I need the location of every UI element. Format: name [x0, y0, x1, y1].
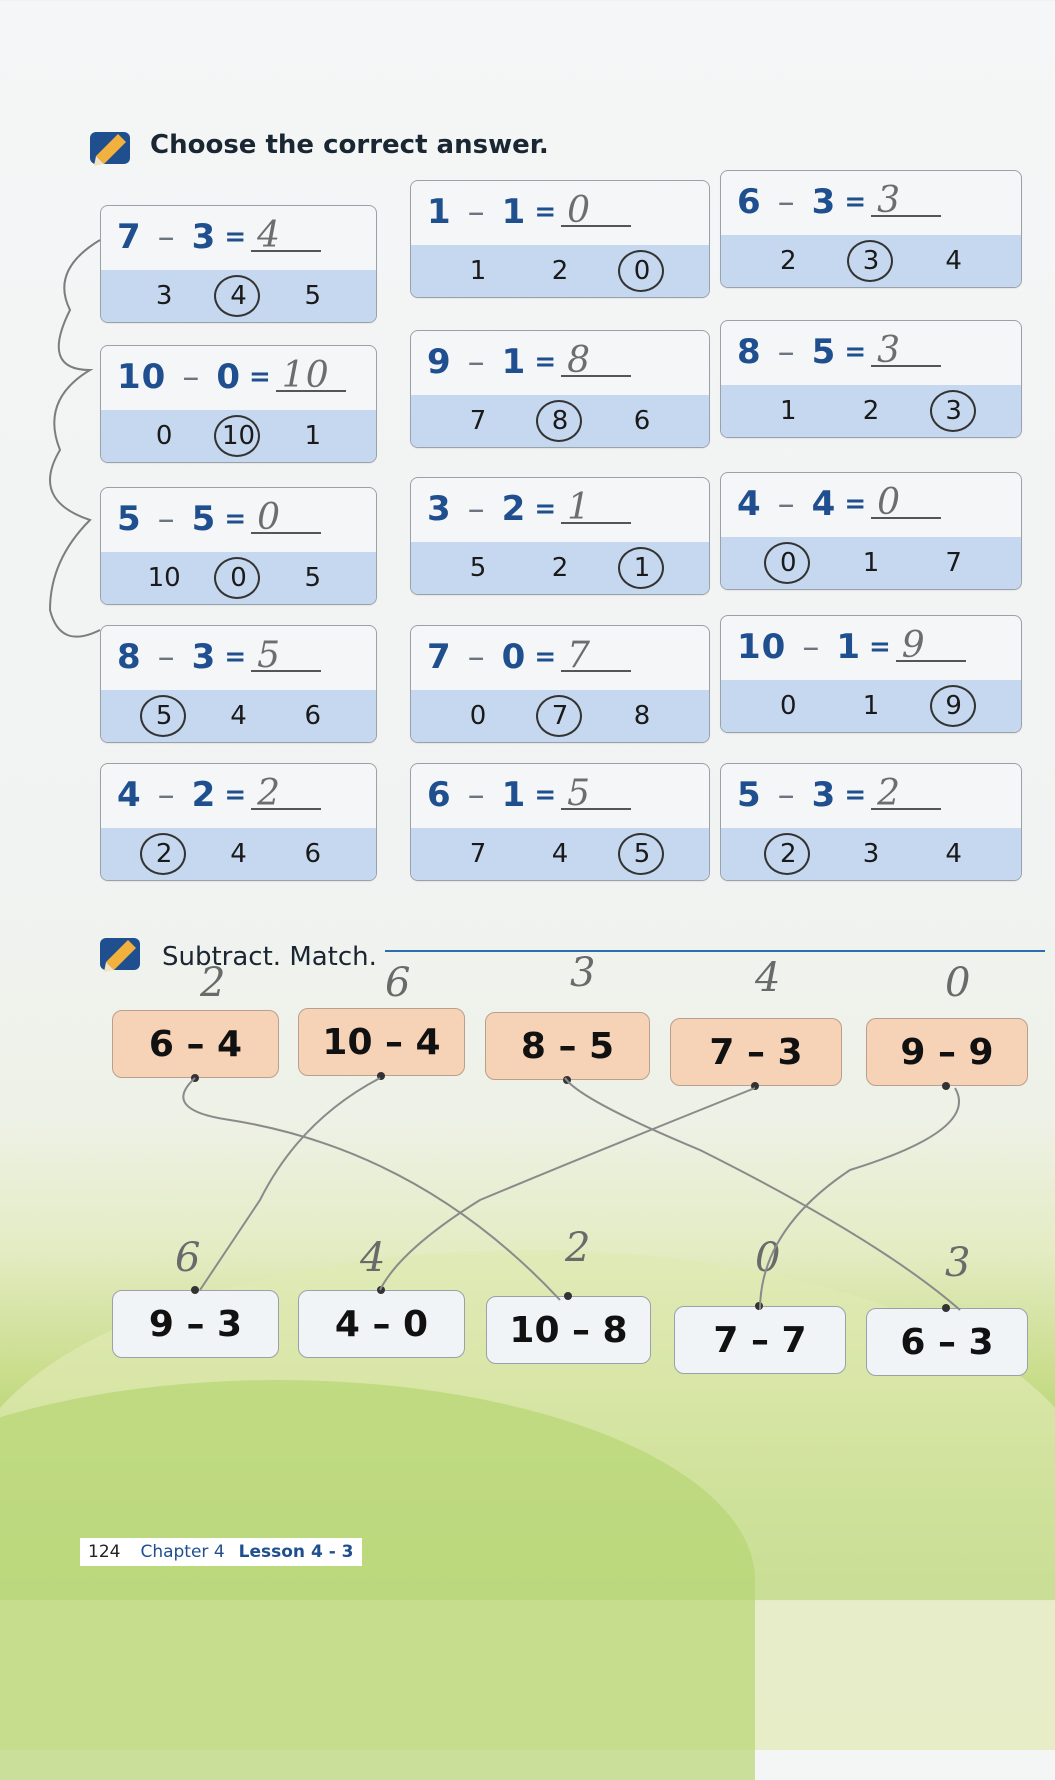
section1-title: Choose the correct answer. [150, 130, 549, 160]
choice-circled[interactable]: 1 [624, 553, 660, 583]
choice-option[interactable]: 1 [862, 548, 880, 578]
choice-option[interactable]: 4 [230, 839, 247, 869]
handwritten-result: 2 [200, 960, 226, 1006]
handwritten-answer: 4 [257, 215, 282, 256]
choice-circled[interactable]: 3 [936, 396, 972, 426]
choice-option[interactable]: 2 [862, 396, 880, 426]
equals-sign: = [844, 489, 868, 519]
choice-option[interactable]: 4 [945, 246, 962, 276]
choice-option[interactable]: 2 [551, 553, 569, 583]
minus-sign: – [777, 332, 796, 372]
subtrahend: 0 [501, 637, 527, 677]
minus-sign: – [157, 775, 176, 815]
chapter-label: Chapter 4 [140, 1542, 225, 1562]
minus-sign: – [467, 637, 486, 677]
match-bottom-box[interactable]: 6 – 3 [866, 1308, 1028, 1376]
minus-sign: – [467, 775, 486, 815]
minuend: 6 [737, 182, 762, 222]
choice-circled[interactable]: 5 [624, 839, 660, 869]
subtrahend: 3 [191, 217, 217, 257]
choice-circled[interactable]: 8 [542, 406, 578, 436]
handwritten-result: 6 [385, 960, 411, 1006]
minus-sign: – [182, 357, 201, 397]
choice-option[interactable]: 0 [469, 701, 487, 731]
handwritten-result: 4 [755, 955, 781, 1001]
choice-circled[interactable]: 10 [221, 421, 256, 451]
handwritten-result: 3 [945, 1240, 971, 1286]
match-top-box[interactable]: 6 – 4 [112, 1010, 279, 1078]
choice-option[interactable]: 2 [780, 246, 797, 276]
equals-sign: = [224, 222, 248, 252]
choice-option[interactable]: 7 [469, 839, 487, 869]
handwritten-answer: 10 [281, 355, 330, 396]
handwritten-answer: 0 [877, 482, 902, 523]
equals-sign: = [534, 347, 558, 377]
handwritten-answer: 1 [567, 487, 592, 528]
minuend: 10 [737, 627, 787, 667]
subtrahend: 0 [216, 357, 241, 397]
minus-sign: – [467, 489, 486, 529]
equals-sign: = [224, 780, 248, 810]
minuend: 7 [117, 217, 142, 257]
choice-circled[interactable]: 2 [770, 839, 806, 869]
subtrahend: 1 [501, 342, 527, 382]
choice-circled[interactable]: 3 [853, 246, 889, 276]
choice-circled[interactable]: 7 [542, 701, 578, 731]
handwritten-answer: 0 [567, 190, 592, 231]
minus-sign: – [157, 637, 176, 677]
match-bottom-box[interactable]: 9 – 3 [112, 1290, 279, 1358]
choice-option[interactable]: 7 [945, 548, 962, 578]
choice-circled[interactable]: 0 [770, 548, 806, 578]
handwritten-answer: 5 [257, 635, 282, 676]
choice-option[interactable]: 2 [551, 256, 569, 286]
match-top-box[interactable]: 8 – 5 [485, 1012, 650, 1080]
choice-circled[interactable]: 0 [624, 256, 660, 286]
handwritten-result: 4 [360, 1235, 386, 1281]
choice-option[interactable]: 5 [469, 553, 487, 583]
equals-sign: = [844, 187, 868, 217]
match-bottom-box[interactable]: 7 – 7 [674, 1306, 846, 1374]
handwritten-answer: 3 [877, 330, 902, 371]
choice-option[interactable]: 4 [230, 701, 247, 731]
match-bottom-box[interactable]: 10 – 8 [486, 1296, 651, 1364]
equals-sign: = [224, 642, 248, 672]
handwritten-result: 0 [755, 1235, 781, 1281]
choice-option[interactable]: 6 [304, 839, 322, 869]
equals-sign: = [534, 197, 558, 227]
handwritten-result: 6 [175, 1235, 201, 1281]
minus-sign: – [777, 182, 796, 222]
choice-option[interactable]: 4 [945, 839, 962, 869]
choice-option[interactable]: 6 [633, 406, 651, 436]
minuend: 8 [117, 637, 142, 677]
lesson-label: Lesson 4 - 3 [238, 1542, 354, 1562]
choice-option[interactable]: 0 [155, 421, 173, 451]
minus-sign: – [157, 499, 176, 539]
choice-option[interactable]: 1 [780, 396, 797, 426]
subtrahend: 3 [811, 775, 837, 815]
choice-option[interactable]: 1 [469, 256, 487, 286]
choice-option[interactable]: 10 [147, 563, 181, 593]
choice-circled[interactable]: 4 [220, 281, 256, 311]
minuend: 7 [427, 637, 452, 677]
subtrahend: 4 [811, 484, 837, 524]
subtrahend: 1 [836, 627, 861, 667]
minus-sign: – [802, 627, 821, 667]
subtrahend: 5 [811, 332, 837, 372]
minus-sign: – [467, 192, 486, 232]
choice-option[interactable]: 1 [862, 691, 880, 721]
equals-sign: = [869, 632, 892, 662]
subtrahend: 1 [501, 775, 527, 815]
handwritten-result: 2 [565, 1225, 591, 1271]
minuend: 8 [737, 332, 762, 372]
handwritten-answer: 5 [567, 773, 592, 814]
choice-option[interactable]: 4 [551, 839, 569, 869]
choice-option[interactable]: 5 [304, 563, 322, 593]
handwritten-answer: 2 [257, 773, 282, 814]
minus-sign: – [777, 775, 796, 815]
minuend: 5 [117, 499, 142, 539]
equals-sign: = [249, 362, 272, 392]
minuend: 5 [737, 775, 762, 815]
choice-circled[interactable]: 5 [146, 701, 182, 731]
handwritten-answer: 2 [877, 773, 902, 814]
minuend: 4 [117, 775, 142, 815]
match-top-box[interactable]: 10 – 4 [298, 1008, 465, 1076]
handwritten-answer: 7 [567, 635, 592, 676]
choice-option[interactable]: 1 [304, 421, 322, 451]
minuend: 9 [427, 342, 452, 382]
choice-option[interactable]: 8 [633, 701, 651, 731]
minuend: 3 [427, 489, 452, 529]
subtrahend: 2 [191, 775, 217, 815]
equals-sign: = [534, 642, 558, 672]
equals-sign: = [534, 780, 558, 810]
handwritten-result: 0 [945, 960, 971, 1006]
equals-sign: = [224, 504, 248, 534]
minuend: 6 [427, 775, 452, 815]
minus-sign: – [467, 342, 486, 382]
subtrahend: 2 [501, 489, 527, 529]
page-footer [80, 1538, 362, 1566]
match-top-box[interactable]: 9 – 9 [866, 1018, 1028, 1086]
match-top-box[interactable]: 7 – 3 [670, 1018, 842, 1086]
minus-sign: – [157, 217, 176, 257]
choice-option[interactable]: 5 [304, 281, 322, 311]
handwritten-answer: 3 [877, 180, 902, 221]
minuend: 1 [427, 192, 452, 232]
choice-circled[interactable]: 2 [146, 839, 182, 869]
handwritten-answer: 9 [901, 625, 926, 666]
section2-title: Subtract. Match. [162, 942, 377, 972]
page-number: 124 [88, 1542, 121, 1562]
choice-option[interactable]: 3 [155, 281, 173, 311]
choice-option[interactable]: 3 [862, 839, 880, 869]
subtrahend: 5 [191, 499, 217, 539]
choice-circled[interactable]: 9 [936, 691, 972, 721]
subtrahend: 3 [191, 637, 217, 677]
choice-option[interactable]: 6 [304, 701, 322, 731]
choice-circled[interactable]: 0 [220, 563, 256, 593]
handwritten-answer: 0 [257, 497, 282, 538]
minus-sign: – [777, 484, 796, 524]
choice-option[interactable]: 7 [469, 406, 487, 436]
subtrahend: 3 [811, 182, 837, 222]
match-bottom-box[interactable]: 4 – 0 [298, 1290, 465, 1358]
equals-sign: = [844, 337, 868, 367]
equals-sign: = [844, 780, 868, 810]
equals-sign: = [534, 494, 558, 524]
handwritten-answer: 8 [567, 340, 592, 381]
handwritten-result: 3 [570, 950, 596, 996]
minuend: 4 [737, 484, 762, 524]
subtrahend: 1 [501, 192, 527, 232]
minuend: 10 [117, 357, 167, 397]
choice-option[interactable]: 0 [780, 691, 797, 721]
